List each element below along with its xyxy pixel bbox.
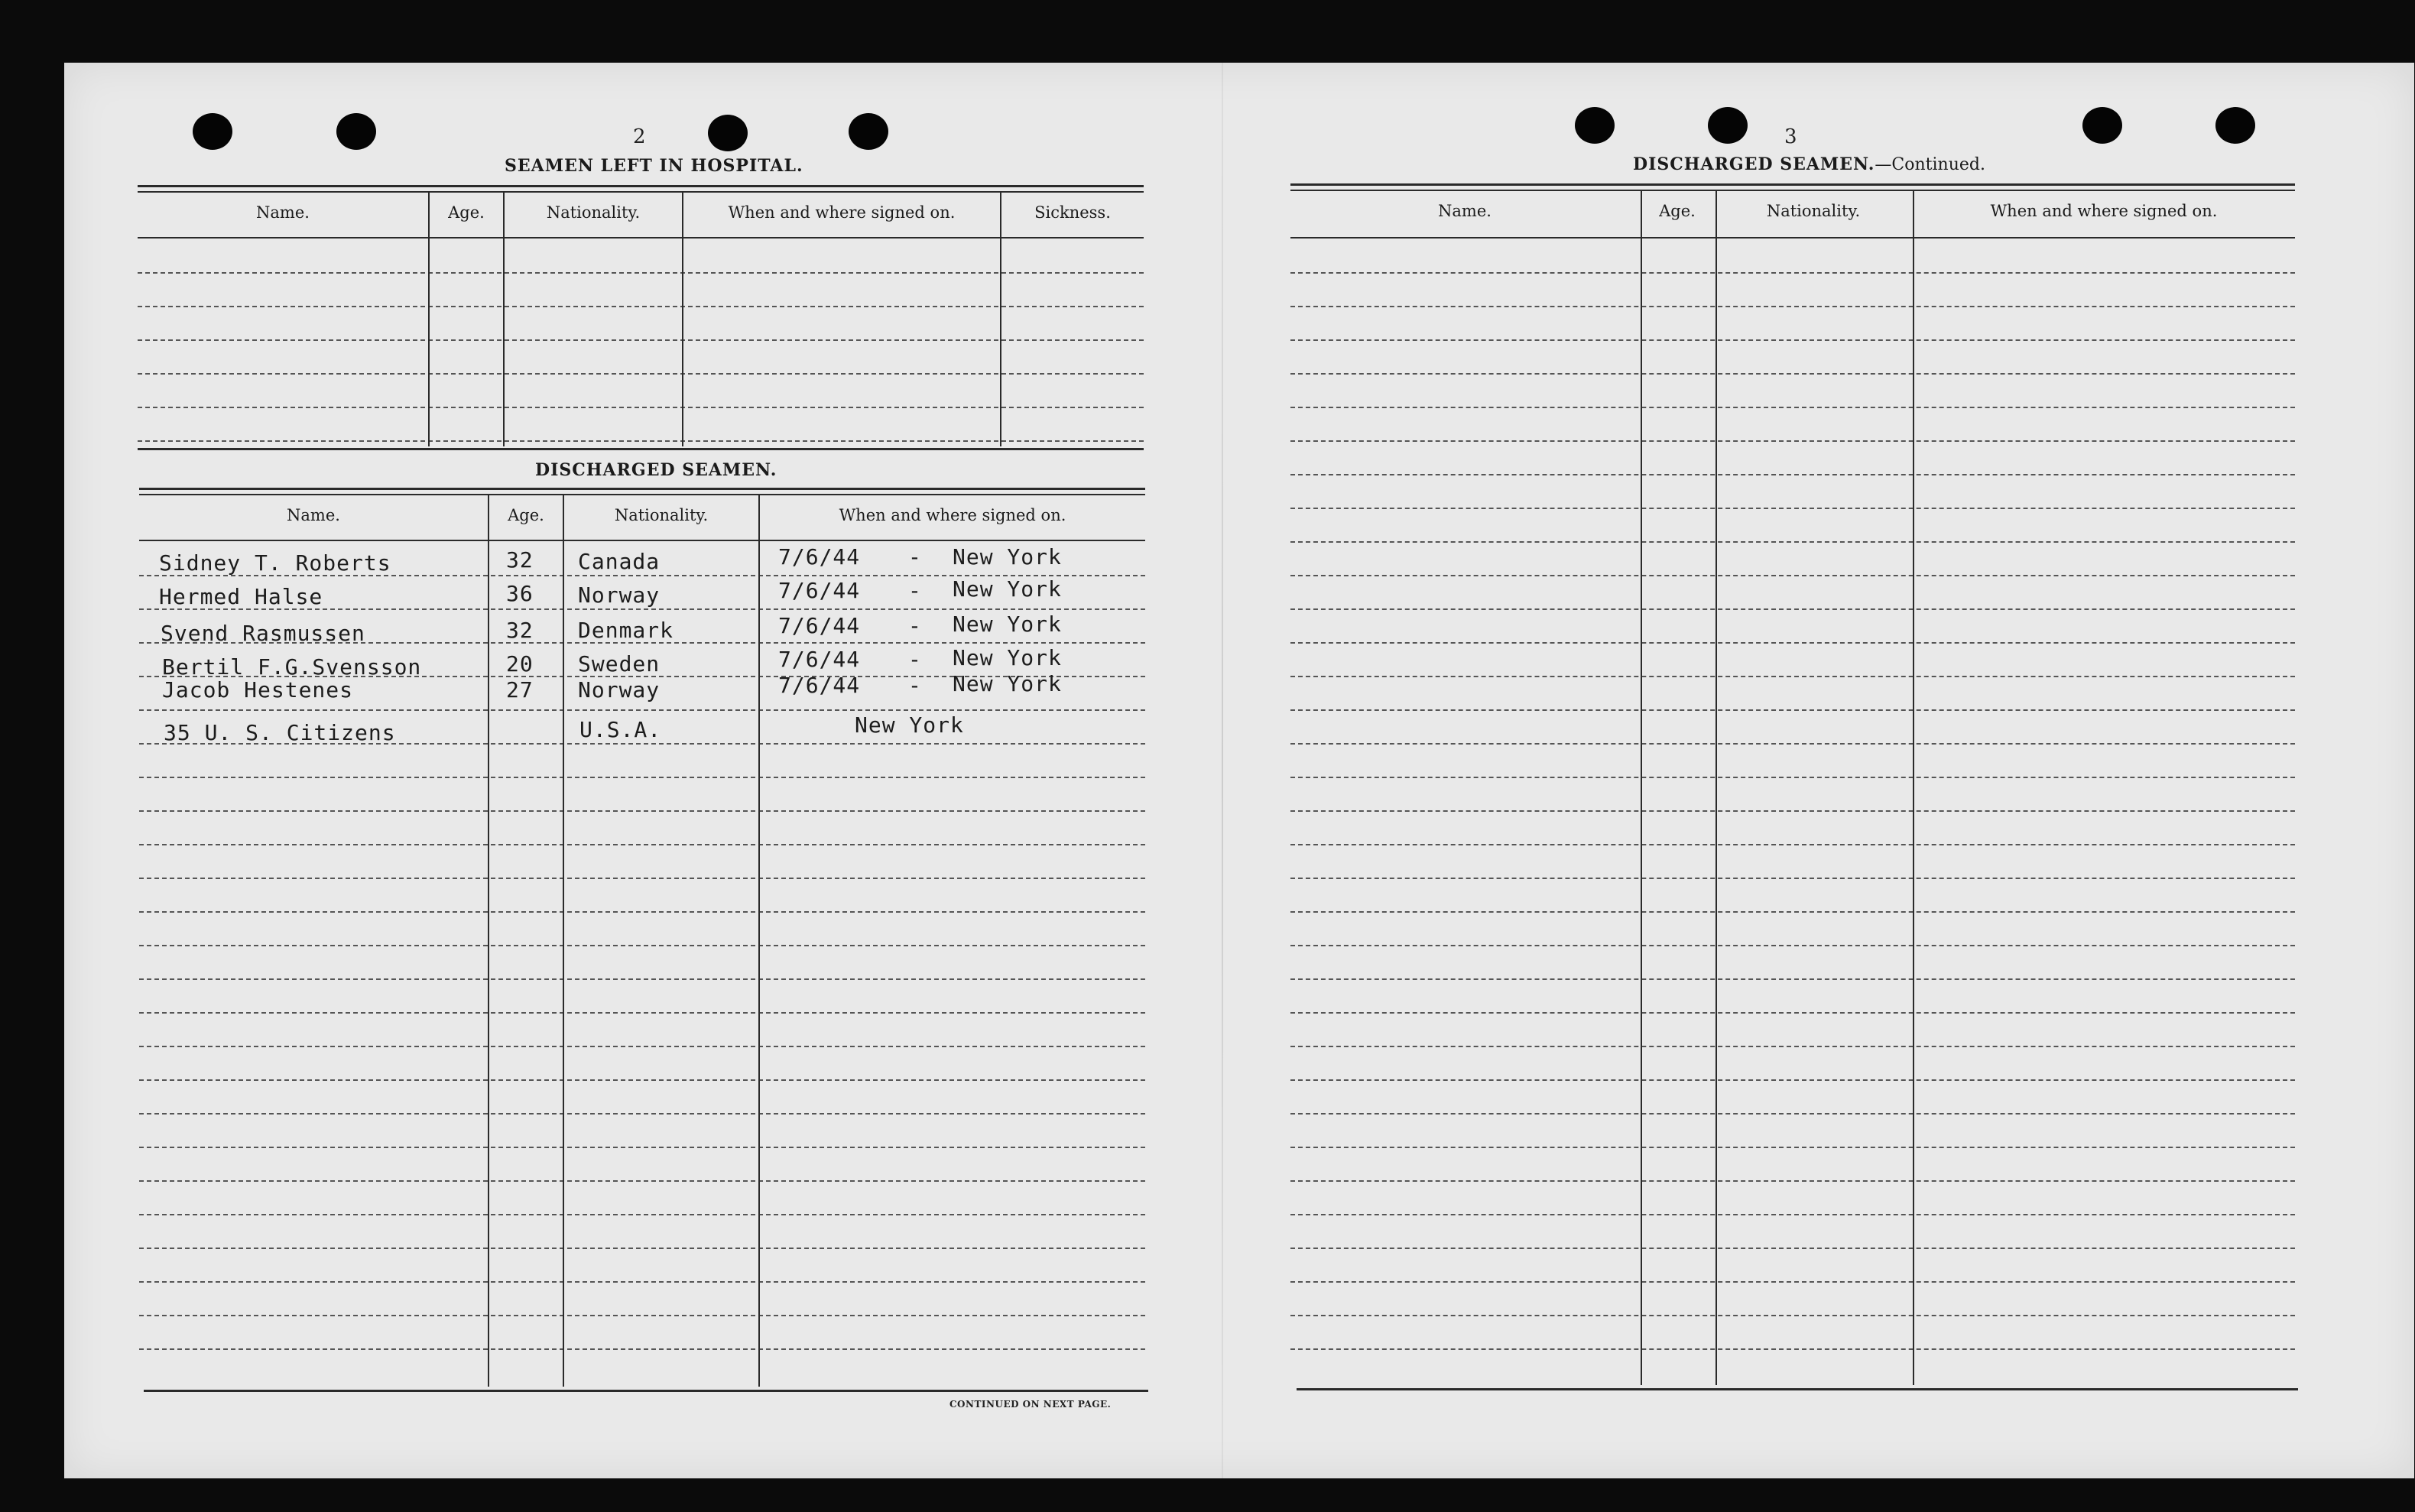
hospital-col-name: Name. (256, 203, 310, 222)
ruled-line (1290, 575, 2295, 576)
ruled-line (139, 777, 1145, 778)
page-fold (1222, 63, 1223, 1478)
hospital-col-divider (1000, 193, 1001, 446)
hospital-top-rule (138, 185, 1144, 187)
ruled-line (139, 1046, 1145, 1047)
continued-footer: CONTINUED ON NEXT PAGE. (949, 1399, 1112, 1410)
ruled-line (139, 1012, 1145, 1014)
ruled-line (139, 1214, 1145, 1215)
entry-nationality: U.S.A. (579, 717, 662, 742)
entry-age: 32 (506, 618, 534, 643)
heading-title: DISCHARGED SEAMEN. (1633, 154, 1875, 174)
entry-date: 7/6/44 (778, 647, 861, 672)
ruled-line (1290, 810, 2295, 812)
entry-name: Bertil F.G.Svensson (162, 654, 422, 680)
right-top-rule-2 (1290, 190, 2295, 191)
discharged-top-rule-2 (139, 494, 1145, 495)
ruled-line (1290, 1180, 2295, 1182)
ruled-line (1290, 1079, 2295, 1081)
right-col-divider (1641, 191, 1642, 1385)
ruled-line (1290, 978, 2295, 980)
ruled-line (1290, 709, 2295, 711)
ruled-line (1290, 1012, 2295, 1014)
ruled-line (1290, 407, 2295, 408)
right-top-rule (1290, 183, 2295, 186)
ruled-line (1290, 272, 2295, 274)
ruled-line (1290, 1348, 2295, 1350)
entry-date: 7/6/44 (778, 613, 861, 638)
hospital-col-divider (503, 193, 505, 446)
entry-age: 27 (506, 677, 534, 702)
heading-continued: —Continued. (1875, 155, 1985, 174)
right-col-nationality: Nationality. (1766, 202, 1861, 220)
right-bottom-rule (1297, 1388, 2298, 1390)
entry-separator: - (908, 578, 922, 603)
punch-hole (193, 113, 232, 150)
ruled-line (138, 440, 1144, 442)
entry-nationality: Norway (578, 582, 661, 608)
ruled-line (1290, 508, 2295, 509)
hospital-col-divider (428, 193, 430, 446)
entry-age: 36 (506, 581, 534, 606)
ruled-line (138, 272, 1144, 274)
discharged-col-divider (488, 495, 489, 1387)
right-col-divider (1715, 191, 1717, 1385)
entry-name: Svend Rasmussen (161, 621, 365, 646)
entry-date: 7/6/44 (778, 673, 861, 698)
entry-date: 7/6/44 (778, 578, 861, 603)
punch-hole (2082, 107, 2122, 144)
discharged-header-rule (139, 540, 1145, 541)
discharged-col-divider (563, 495, 564, 1387)
entry-name: Jacob Hestenes (162, 677, 354, 702)
ruled-line (139, 1315, 1145, 1316)
punch-hole (336, 113, 376, 150)
ruled-line (1290, 1113, 2295, 1115)
ruled-line (1290, 1046, 2295, 1047)
ruled-line (139, 844, 1145, 845)
ruled-line (139, 911, 1145, 913)
entry-nationality: Sweden (578, 651, 661, 677)
entry-place: New York (953, 612, 1062, 637)
entry-age: 20 (506, 651, 534, 677)
page-number: 3 (1784, 125, 1797, 148)
entry-nationality: Norway (578, 677, 661, 702)
entry-nationality: Denmark (578, 618, 674, 643)
right-col-divider (1913, 191, 1914, 1385)
ruled-line (1290, 1214, 2295, 1215)
ruled-line (138, 407, 1144, 408)
ruled-line (1290, 339, 2295, 341)
ruled-line (1290, 911, 2295, 913)
entry-place: New York (855, 712, 964, 738)
ruled-line (1290, 440, 2295, 442)
ruled-line (1290, 1147, 2295, 1148)
entry-place: New York (953, 645, 1062, 670)
ruled-line (139, 709, 1145, 711)
discharged-bottom-rule (144, 1390, 1148, 1392)
discharged-col-divider (758, 495, 760, 1387)
discharged-continued-heading (1633, 154, 1985, 174)
ruled-line (1290, 306, 2295, 307)
ruled-line (139, 1180, 1145, 1182)
ruled-line (1290, 642, 2295, 644)
punch-hole (1708, 107, 1748, 144)
discharged-top-rule (139, 488, 1145, 490)
ruled-line (1290, 373, 2295, 375)
ruled-line (138, 339, 1144, 341)
entry-separator: - (908, 544, 922, 569)
ruled-line (139, 1248, 1145, 1249)
entry-place: New York (953, 671, 1062, 696)
punch-hole (1575, 107, 1615, 144)
ruled-line (139, 1079, 1145, 1081)
discharged-heading: DISCHARGED SEAMEN. (535, 460, 777, 480)
page-number: 2 (633, 125, 646, 148)
hospital-top-rule-2 (138, 191, 1144, 193)
ruled-line (1290, 608, 2295, 610)
discharged-col-signed-on: When and where signed on. (839, 506, 1066, 524)
hospital-bottom-rule (138, 448, 1144, 450)
ruled-line (1290, 1315, 2295, 1316)
entry-name: Hermed Halse (159, 584, 323, 609)
ruled-line (1290, 945, 2295, 946)
right-header-rule (1290, 237, 2295, 238)
ruled-line (139, 945, 1145, 946)
hospital-col-nationality: Nationality. (546, 203, 641, 222)
entry-date: 7/6/44 (778, 544, 861, 569)
ruled-line (1290, 541, 2295, 543)
document-sheet (64, 63, 2414, 1478)
ruled-line (1290, 878, 2295, 879)
right-col-signed-on: When and where signed on. (1990, 202, 2218, 220)
ruled-line (1290, 676, 2295, 677)
ruled-line (139, 978, 1145, 980)
entry-separator: - (908, 613, 922, 638)
entry-age: 32 (506, 547, 534, 573)
ruled-line (138, 373, 1144, 375)
entry-separator: - (908, 673, 922, 698)
right-col-name: Name. (1438, 202, 1492, 220)
ruled-line (139, 1281, 1145, 1283)
discharged-col-age: Age. (508, 506, 544, 524)
ruled-line (1290, 474, 2295, 475)
right-col-age: Age. (1659, 202, 1696, 220)
hospital-col-divider (682, 193, 683, 446)
ruled-line (139, 810, 1145, 812)
ruled-line (139, 878, 1145, 879)
entry-place: New York (953, 576, 1062, 602)
ruled-line (1290, 743, 2295, 745)
ruled-line (1290, 1248, 2295, 1249)
entry-nationality: Canada (578, 549, 661, 574)
punch-hole (849, 113, 888, 150)
ruled-line (139, 1147, 1145, 1148)
discharged-col-nationality: Nationality. (614, 506, 709, 524)
entry-place: New York (953, 544, 1062, 569)
entry-name: Sidney T. Roberts (159, 550, 391, 576)
ruled-line (138, 306, 1144, 307)
hospital-col-signed-on: When and where signed on. (728, 203, 956, 222)
hospital-header-rule (138, 237, 1144, 238)
entry-name: 35 U. S. Citizens (164, 720, 396, 745)
ruled-line (139, 1113, 1145, 1115)
punch-hole (708, 115, 748, 151)
hospital-col-sickness: Sickness. (1034, 203, 1111, 222)
hospital-col-age: Age. (448, 203, 485, 222)
discharged-col-name: Name. (287, 506, 340, 524)
entry-separator: - (908, 647, 922, 672)
ruled-line (139, 1348, 1145, 1350)
hospital-heading: SEAMEN LEFT IN HOSPITAL. (505, 156, 803, 176)
punch-hole (2215, 107, 2255, 144)
ruled-line (1290, 777, 2295, 778)
ruled-line (1290, 844, 2295, 845)
ruled-line (1290, 1281, 2295, 1283)
